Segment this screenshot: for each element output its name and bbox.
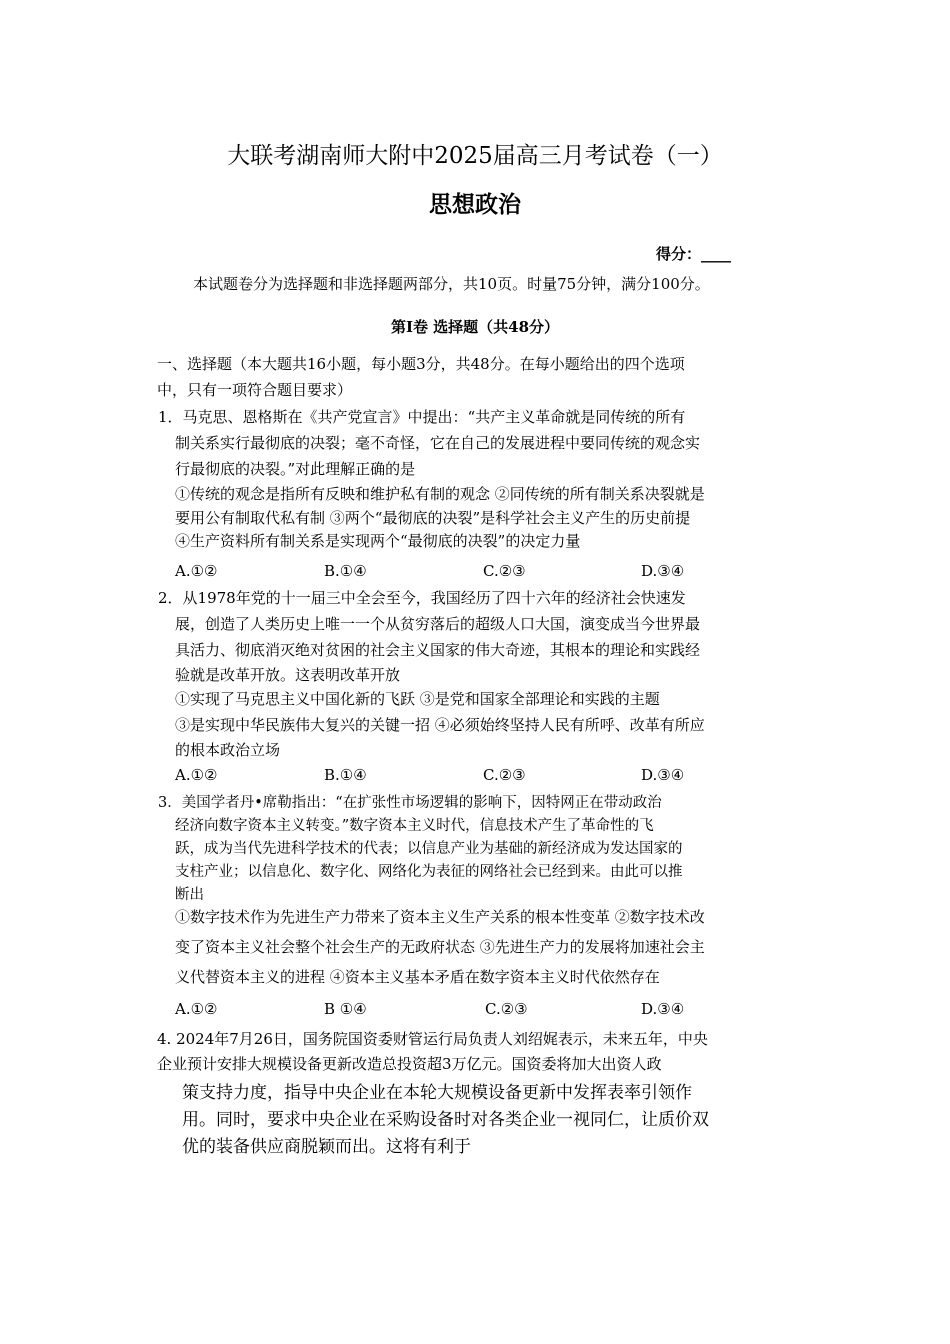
statement-line: ①传统的观念是指所有反映和维护私有制的观念 ②同传统的所有制关系决裂就是 xyxy=(175,485,705,503)
question-stem-line: 跃，成为当代先进科学技术的代表；以信息产业为基础的新经济成为发达国家的 xyxy=(175,841,683,857)
option-d[interactable]: D.③④ xyxy=(641,562,685,580)
statement-line: 变了资本主义社会整个社会生产的无政府状态 ③先进生产力的发展将加速社会主 xyxy=(175,938,705,956)
statement-line: ①数字技术作为先进生产力带来了资本主义生产关系的根本性变革 ②数字技术改 xyxy=(175,908,705,926)
question-stem-line: 具活力、彻底消灭绝对贫困的社会主义国家的伟大奇迹，其根本的理论和实践经 xyxy=(175,641,701,659)
option-b[interactable]: B ①④ xyxy=(324,1000,367,1018)
statement-line: 要用公有制取代私有制 ③两个“最彻底的决裂”是科学社会主义产生的历史前提 xyxy=(175,509,691,527)
instruction-line: 中，只有一项符合题目要求） xyxy=(157,381,353,399)
section-title: 第Ⅰ卷 选择题（共48分） xyxy=(390,318,560,336)
question-stem-line: 企业预计安排大规模设备更新改造总投资超3万亿元。国资委将加大出资人政 xyxy=(157,1055,662,1073)
option-a[interactable]: A.①② xyxy=(175,562,218,580)
subject-title: 思想政治 xyxy=(429,191,521,218)
options-row xyxy=(0,1000,950,1020)
question-stem-line: 3．美国学者丹•席勒指出：“在扩张性市场逻辑的影响下，因特网正在带动政治 xyxy=(158,795,662,811)
question-stem-line: 验就是改革开放。这表明改革开放 xyxy=(175,666,401,684)
option-d[interactable]: D.③④ xyxy=(641,766,685,784)
statement-line: ③是实现中华民族伟大复兴的关键一招 ④必须始终坚持人民有所呼、改革有所应 xyxy=(175,716,705,734)
option-a[interactable]: A.①② xyxy=(175,1000,218,1018)
option-a[interactable]: A.①② xyxy=(175,766,218,784)
score-field: 得分：____ xyxy=(656,245,732,263)
question-stem-line: 优的装备供应商脱颖而出。这将有利于 xyxy=(182,1137,471,1157)
question-stem-line: 制关系实行最彻底的决裂；毫不奇怪，它在自己的发展进程中要同传统的观念实 xyxy=(175,434,701,452)
option-b[interactable]: B.①④ xyxy=(324,766,367,784)
option-c[interactable]: C.②③ xyxy=(483,562,526,580)
statement-line: 义代替资本主义的进程 ④资本主义基本矛盾在数字资本主义时代依然存在 xyxy=(175,968,660,986)
option-c[interactable]: C.②③ xyxy=(485,1000,528,1018)
statement-line: ①实现了马克思主义中国化新的飞跃 ③是党和国家全部理论和实践的主题 xyxy=(175,690,660,708)
question-stem-line: 行最彻底的决裂。”对此理解正确的是 xyxy=(175,460,416,478)
question-stem-line: 策支持力度，指导中央企业在本轮大规模设备更新中发挥表率引领作 xyxy=(182,1083,692,1103)
exam-intro: 本试题卷分为选择题和非选择题两部分，共10页。时量75分钟，满分100分。 xyxy=(193,275,710,293)
option-b[interactable]: B.①④ xyxy=(324,562,367,580)
options-row xyxy=(0,766,950,786)
statement-line: ④生产资料所有制关系是实现两个“最彻底的决裂”的决定力量 xyxy=(175,532,581,550)
question-stem-line: 1．马克思、恩格斯在《共产党宣言》中提出：“共产主义革命就是同传统的所有 xyxy=(158,408,686,426)
question-stem-line: 经济向数字资本主义转变。”数字资本主义时代，信息技术产生了革命性的飞 xyxy=(175,818,654,834)
option-c[interactable]: C.②③ xyxy=(483,766,526,784)
exam-title: 大联考湖南师大附中2025届高三月考试卷（一） xyxy=(227,143,723,169)
option-d[interactable]: D.③④ xyxy=(641,1000,685,1018)
question-stem-line: 2．从1978年党的十一届三中全会至今，我国经历了四十六年的经济社会快速发 xyxy=(158,589,686,607)
question-stem-line: 4. 2024年7月26日，国务院国资委财管运行局负责人刘绍娓表示，未来五年，中央 xyxy=(157,1030,708,1048)
instruction-line: 一、选择题（本大题共16小题，每小题3分，共48分。在每小题给出的四个选项 xyxy=(157,355,685,373)
question-stem-line: 支柱产业；以信息化、数字化、网络化为表征的网络社会已经到来。由此可以推 xyxy=(175,864,683,880)
options-row xyxy=(0,562,950,582)
statement-line: 的根本政治立场 xyxy=(175,741,281,759)
question-stem-line: 展，创造了人类历史上唯一一个从贫穷落后的超级人口大国，演变成当今世界最 xyxy=(175,615,701,633)
question-stem-line: 用。同时，要求中央企业在采购设备时对各类企业一视同仁，让质价双 xyxy=(182,1110,709,1130)
question-stem-line: 断出 xyxy=(175,887,204,903)
